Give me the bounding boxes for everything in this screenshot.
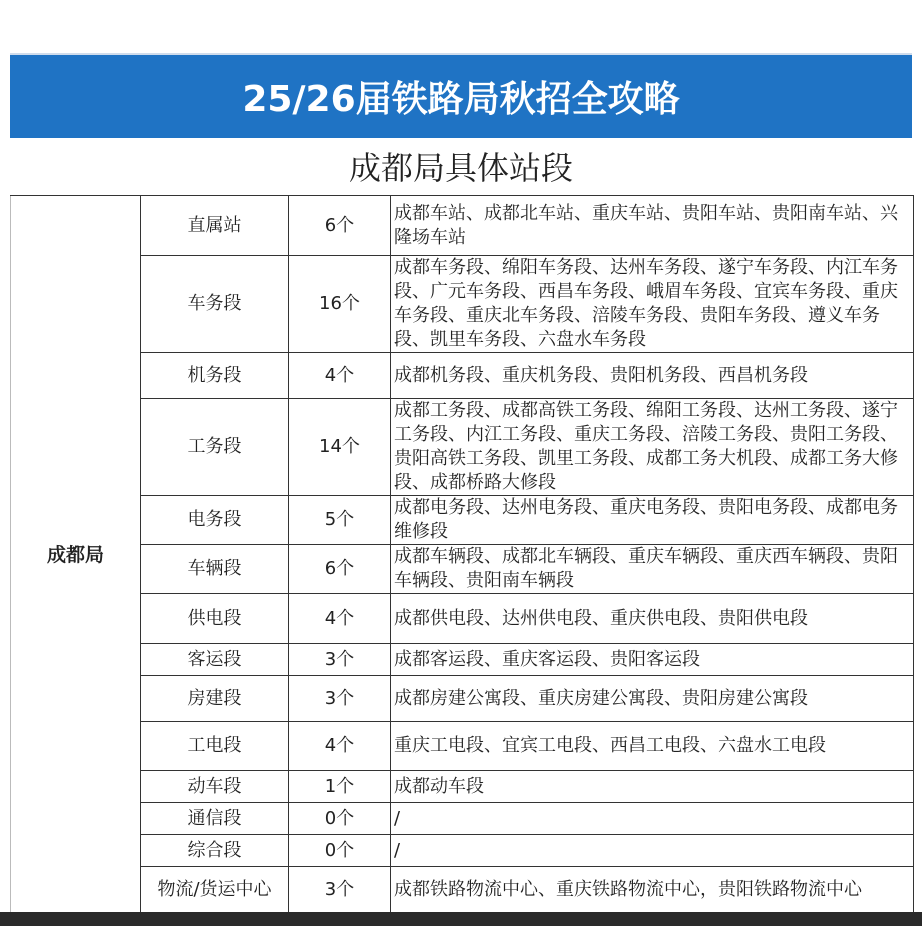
table-row [11,803,914,835]
table-row [11,594,914,644]
unit-count: 1个 [289,771,391,803]
bottom-bar [0,912,922,926]
unit-type: 综合段 [141,835,289,867]
unit-type: 工电段 [141,722,289,771]
unit-type: 房建段 [141,676,289,722]
unit-list: / [391,803,914,835]
unit-count: 6个 [289,545,391,594]
table-row [11,644,914,676]
table-row [11,867,914,914]
table-row [11,256,914,353]
unit-list: 成都工务段、成都高铁工务段、绵阳工务段、达州工务段、遂宁工务段、内江工务段、重庆工务段、涪陵工务段、贵阳工务段、贵阳高铁工务段、凯里工务段、成都工务大机段、成都工务大修段、成都桥路大修段 [391,399,914,496]
unit-count: 4个 [289,353,391,399]
unit-count: 0个 [289,835,391,867]
stations-table [10,195,914,914]
unit-type: 机务段 [141,353,289,399]
table-row [11,399,914,496]
unit-count: 6个 [289,196,391,256]
table-row [11,196,914,256]
table-row [11,771,914,803]
unit-count: 14个 [289,399,391,496]
unit-list: 成都车站、成都北车站、重庆车站、贵阳车站、贵阳南车站、兴隆场车站 [391,196,914,256]
unit-count: 0个 [289,803,391,835]
table-row [11,353,914,399]
unit-list: 成都车辆段、成都北车辆段、重庆车辆段、重庆西车辆段、贵阳车辆段、贵阳南车辆段 [391,545,914,594]
bureau-cell: 成都局 [11,196,141,914]
unit-list: 成都动车段 [391,771,914,803]
unit-count: 5个 [289,496,391,545]
unit-type: 车务段 [141,256,289,353]
unit-count: 3个 [289,676,391,722]
table-row [11,496,914,545]
unit-list: 成都车务段、绵阳车务段、达州车务段、遂宁车务段、内江车务段、广元车务段、西昌车务段、峨眉车务段、宜宾车务段、重庆车务段、重庆北车务段、涪陵车务段、贵阳车务段、遵义车务段、凯里车务段、六盘水车务段 [391,256,914,353]
unit-count: 3个 [289,644,391,676]
unit-list: 成都房建公寓段、重庆房建公寓段、贵阳房建公寓段 [391,676,914,722]
unit-type: 供电段 [141,594,289,644]
unit-type: 车辆段 [141,545,289,594]
unit-list: / [391,835,914,867]
unit-list: 成都客运段、重庆客运段、贵阳客运段 [391,644,914,676]
unit-count: 16个 [289,256,391,353]
table-row [11,722,914,771]
unit-type: 客运段 [141,644,289,676]
unit-type: 通信段 [141,803,289,835]
unit-list: 成都铁路物流中心、重庆铁路物流中心，贵阳铁路物流中心 [391,867,914,914]
page-title: 25/26届铁路局秋招全攻略 [10,55,912,138]
unit-count: 4个 [289,594,391,644]
table-row [11,545,914,594]
unit-type: 工务段 [141,399,289,496]
section-subtitle: 成都局具体站段 [348,149,573,187]
unit-type: 动车段 [141,771,289,803]
unit-list: 成都电务段、达州电务段、重庆电务段、贵阳电务段、成都电务维修段 [391,496,914,545]
unit-list: 成都供电段、达州供电段、重庆供电段、贵阳供电段 [391,594,914,644]
table-row [11,676,914,722]
unit-type: 电务段 [141,496,289,545]
unit-list: 重庆工电段、宜宾工电段、西昌工电段、六盘水工电段 [391,722,914,771]
table-row [11,835,914,867]
unit-type: 直属站 [141,196,289,256]
unit-count: 4个 [289,722,391,771]
unit-type: 物流/货运中心 [141,867,289,914]
unit-count: 3个 [289,867,391,914]
unit-list: 成都机务段、重庆机务段、贵阳机务段、西昌机务段 [391,353,914,399]
